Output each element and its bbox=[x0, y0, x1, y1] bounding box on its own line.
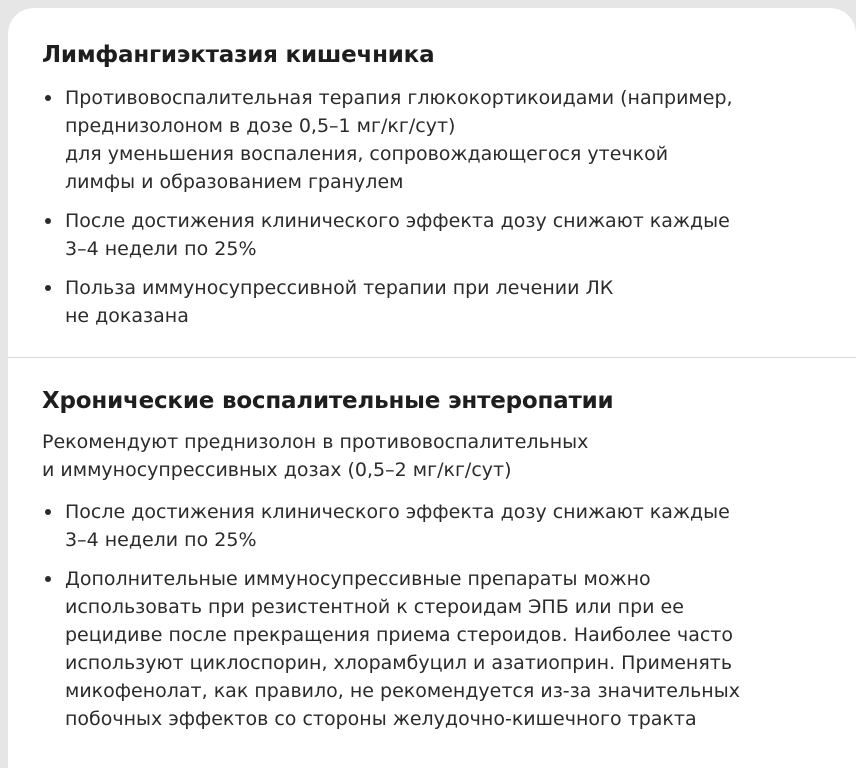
content-card bbox=[8, 8, 856, 768]
bullet-icon bbox=[45, 509, 51, 515]
intro-paragraph: Рекомендуют преднизолон в противовоспалительных и иммуносупрессивных дозах (0,5–2 мг/кг/сут) bbox=[42, 431, 589, 481]
bullet-icon bbox=[45, 576, 51, 582]
bullet-list bbox=[42, 84, 836, 330]
list-item-text: Противовоспалительная терапия глюкокортикоидами (например, преднизолоном в дозе 0,5–1 мг/кг/сут) для уменьшения воспаления, сопровождающегося утечкой лимфы и образованием гранулем bbox=[65, 87, 733, 193]
bullet-icon bbox=[45, 285, 51, 291]
section-chronic-enteropathies bbox=[8, 358, 856, 733]
list-item bbox=[42, 207, 836, 263]
list-item-text: Польза иммуносупрессивной терапии при лечении ЛК не доказана bbox=[65, 277, 614, 327]
list-item bbox=[42, 565, 836, 733]
list-item-text: После достижения клинического эффекта дозу снижают каждые 3–4 недели по 25% bbox=[65, 210, 730, 260]
bullet-icon bbox=[45, 95, 51, 101]
section-title: Лимфангиэктазия кишечника bbox=[42, 42, 435, 68]
section-lymphangiectasia bbox=[8, 8, 856, 357]
list-item-text: После достижения клинического эффекта дозу снижают каждые 3–4 недели по 25% bbox=[65, 501, 730, 551]
bullet-icon bbox=[45, 218, 51, 224]
list-item bbox=[42, 274, 836, 330]
list-item bbox=[42, 84, 836, 196]
list-item-text: Дополнительные иммуносупрессивные препараты можно использовать при резистентной к стероидам ЭПБ или при ее рецидиве после прекращения приема стероидов. Наиболее часто используют циклоспорин, хлорамбуцил и азатиоприн. Применять микофенолат, как правило, не рекомендуется из-за значительных побочных эффектов со стороны желудочно-кишечного тракта bbox=[65, 568, 740, 730]
list-item bbox=[42, 498, 836, 554]
section-title: Хронические воспалительные энтеропатии bbox=[42, 388, 614, 414]
bullet-list bbox=[42, 498, 836, 733]
